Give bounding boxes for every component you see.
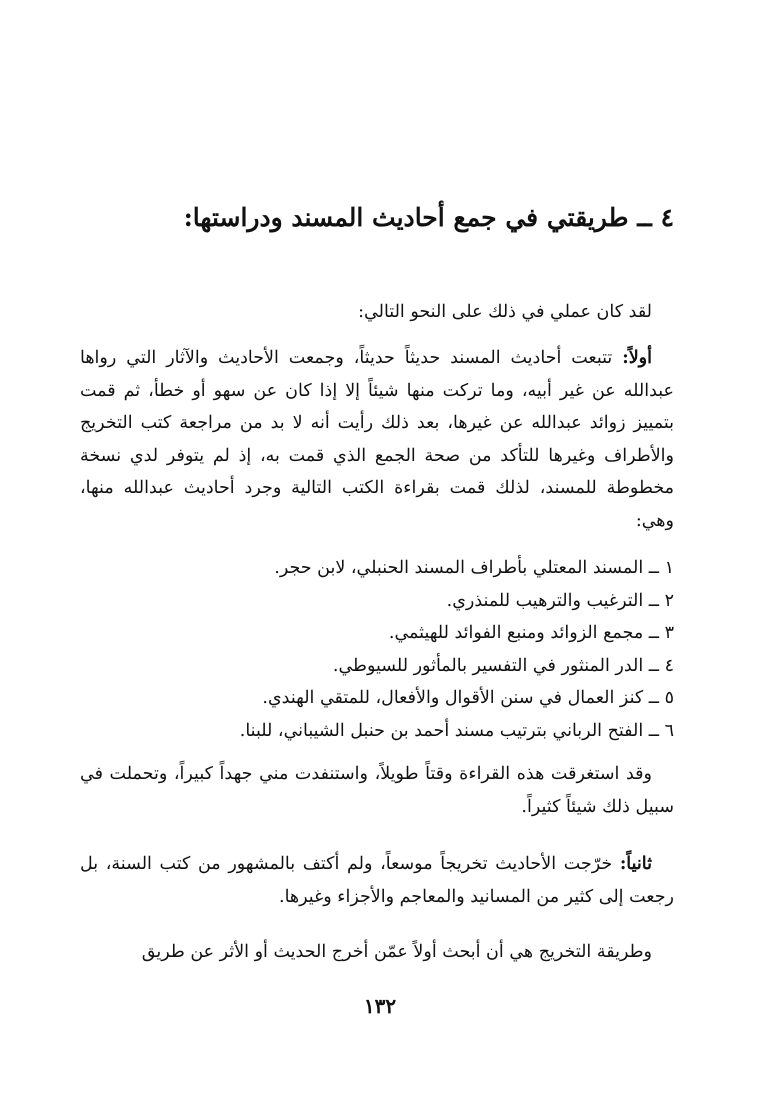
paragraph-text: خرّجت الأحاديث تخريجاً موسعاً، ولم أكتف بالمشهور من كتب السنة، بل رجعت إلى كثير من المسانيد والمعاجم والأجزاء وغيرها.: [80, 854, 674, 907]
paragraph-second-step: [80, 848, 674, 913]
paragraph-method: وطريقة التخريج هي أن أبحث أولاً عمّن أخرج الحديث أو الأثر عن طريق: [141, 942, 652, 962]
list-item: ٣ ــ مجمع الزوائد ومنبع الفوائد للهيثمي.: [388, 623, 674, 643]
list-item: ٥ ــ كنز العمال في سنن الأقوال والأفعال، للمتقي الهندي.: [262, 688, 674, 708]
list-item: ٤ ــ الدر المنثور في التفسير بالمأثور للسيوطي.: [332, 655, 674, 676]
paragraph-text: تتبعت أحاديث المسند حديثاً حديثاً، وجمعت الأحاديث والآثار التي رواها عبدالله عن غير أبيه، وما تركت منها شيئاً إلا إذا كان عن سهو أو خطأ، ثم قمت بتمييز زوائد عبدالله عن غيرها، بعد ذلك رأيت أنه لا بد من مراجعة كتب التخريج والأطراف وغيرها للتأكد من صحة الجمع الذي قمت به، إذ لم يتوفر لدي نسخة مخطوطة للمسند، لذلك قمت بقراءة الكتب التالية وجرد أحاديث عبدالله منها، وهي:: [80, 348, 674, 531]
list-item: ٢ ــ الترغيب والترهيب للمنذري.: [446, 590, 674, 611]
list-item: ١ ــ المسند المعتلي بأطراف المسند الحنبلي، لابن حجر.: [274, 558, 674, 578]
paragraph-lead-first: أولاً:: [622, 348, 652, 368]
intro-paragraph: لقد كان عملي في ذلك على النحو التالي:: [358, 302, 652, 322]
section-heading: ٤ ــ طريقتي في جمع أحاديث المسند ودراستها:: [183, 203, 674, 232]
list-item: ٦ ــ الفتح الرباني بترتيب مسند أحمد بن حنبل الشيباني، للبنا.: [239, 720, 674, 741]
page-number: ١٣٢: [363, 994, 397, 1018]
paragraph-effort: وقد استغرقت هذه القراءة وقتاً طويلاً، واستنفدت مني جهداً كبيراً، وتحملت في سبيل ذلك شيئاً كثيراً.: [80, 764, 674, 817]
paragraph-first-step: [80, 342, 674, 537]
paragraph-lead-second: ثانياً:: [619, 854, 652, 874]
books-list: [80, 552, 674, 747]
